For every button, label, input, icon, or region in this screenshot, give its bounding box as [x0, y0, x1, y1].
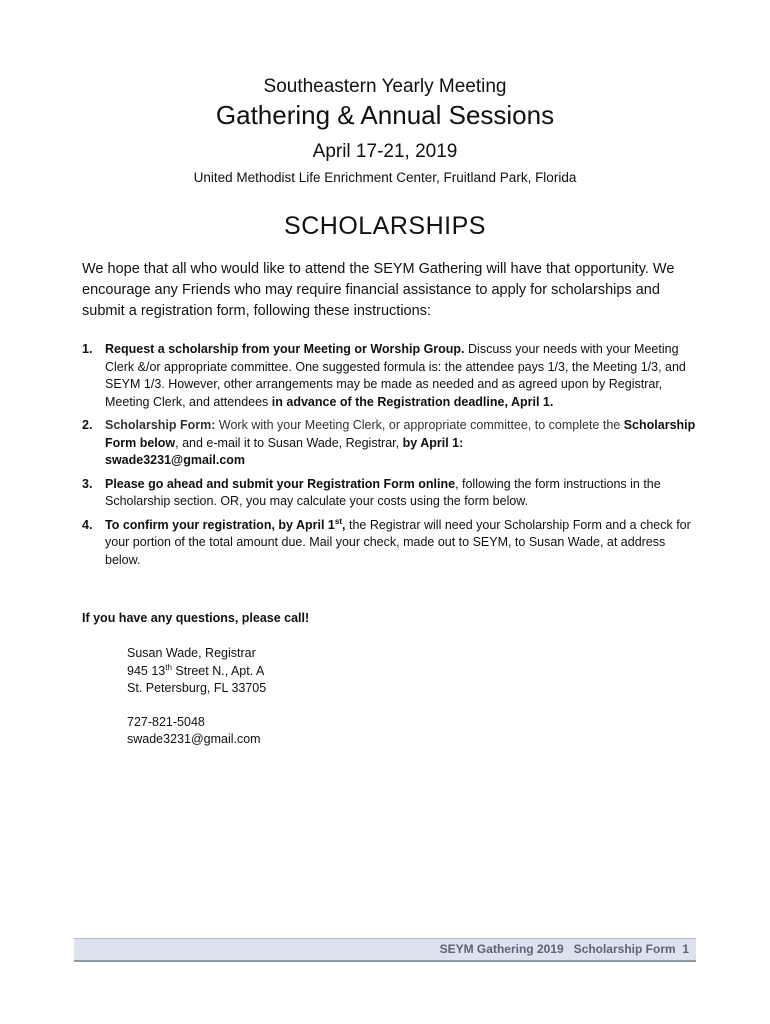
item-lead: To confirm your registration, by April 1 — [105, 517, 335, 532]
page-footer — [74, 938, 696, 962]
footer-text: SEYM Gathering 2019 Scholarship Form 1 — [439, 942, 689, 956]
registrar-email-link[interactable]: swade3231@gmail.com — [105, 453, 246, 467]
item-deadline: by April 1: — [402, 435, 464, 450]
event-dates: April 17-21, 2019 — [312, 141, 458, 162]
registrar-name: Susan Wade — [267, 435, 339, 450]
organization-name: Southeastern Yearly Meeting — [263, 76, 507, 97]
page-title: SCHOLARSHIPS — [284, 212, 486, 240]
questions-prompt: If you have any questions, please call! — [82, 611, 310, 625]
item-number: 4. — [82, 517, 93, 532]
item-number: 3. — [82, 476, 93, 491]
item-text: Discuss your needs with your Meeting Clerk &/or appropriate committee. One suggested formula is: the attendee pays 1/3, the Meeting 1/3, and SEYM 1/3. However, other arrangements may be made as needed and as agreed upon by Registrar, Meeting Clerk, and attendees — [105, 342, 686, 409]
contact-name: Susan Wade, Registrar — [127, 646, 256, 660]
item-number: 1. — [82, 342, 93, 356]
item-text: , following the form instructions in the Scholarship section. OR, you may calculate your costs using the form below. — [105, 476, 661, 508]
contact-phone[interactable]: 727-821-5048 — [127, 714, 205, 729]
item-number: 2. — [82, 418, 93, 432]
item-text: , and e-mail it to — [175, 435, 268, 450]
contact-email[interactable]: swade3231@gmail.com — [127, 732, 261, 746]
list-item — [82, 341, 697, 411]
item-text: Work with your Meeting Clerk, or appropriate committee, to complete the — [215, 418, 624, 432]
item-lead-sup: st — [334, 516, 343, 526]
event-venue: United Methodist Life Enrichment Center, Fruitland Park, Florida — [193, 170, 577, 185]
item-lead: Please go ahead and submit your Registration Form online — [105, 476, 456, 491]
item-text: the Registrar will need your Scholarship Form and a check for your portion of the total amount due. Mail your check, made out to SEYM, to Susan Wade, at address below. — [105, 517, 691, 567]
instruction-list — [82, 341, 697, 575]
event-title: Gathering & Annual Sessions — [215, 100, 555, 130]
item-text: , Registrar, — [338, 435, 403, 450]
list-item — [82, 476, 697, 511]
list-item — [82, 517, 697, 570]
item-lead-comma: , — [342, 517, 346, 532]
contact-street: 945 13th Street N., Apt. A — [127, 662, 265, 678]
contact-city: St. Petersburg, FL 33705 — [127, 681, 267, 695]
intro-paragraph: We hope that all who would like to attend the SEYM Gathering will have that opportunity. We encourage any Friends who may require financial assistance to apply for scholarships and submit a registration form, following these instructions: — [82, 261, 675, 319]
item-lead: Request a scholarship from your Meeting or Worship Group. — [105, 342, 465, 356]
contact-block — [127, 645, 266, 749]
item-lead: Scholarship Form: — [105, 418, 216, 432]
list-item — [82, 417, 697, 470]
item-deadline: in advance of the Registration deadline, April 1. — [271, 394, 554, 409]
item-form-name: Scholarship Form below — [105, 418, 696, 450]
